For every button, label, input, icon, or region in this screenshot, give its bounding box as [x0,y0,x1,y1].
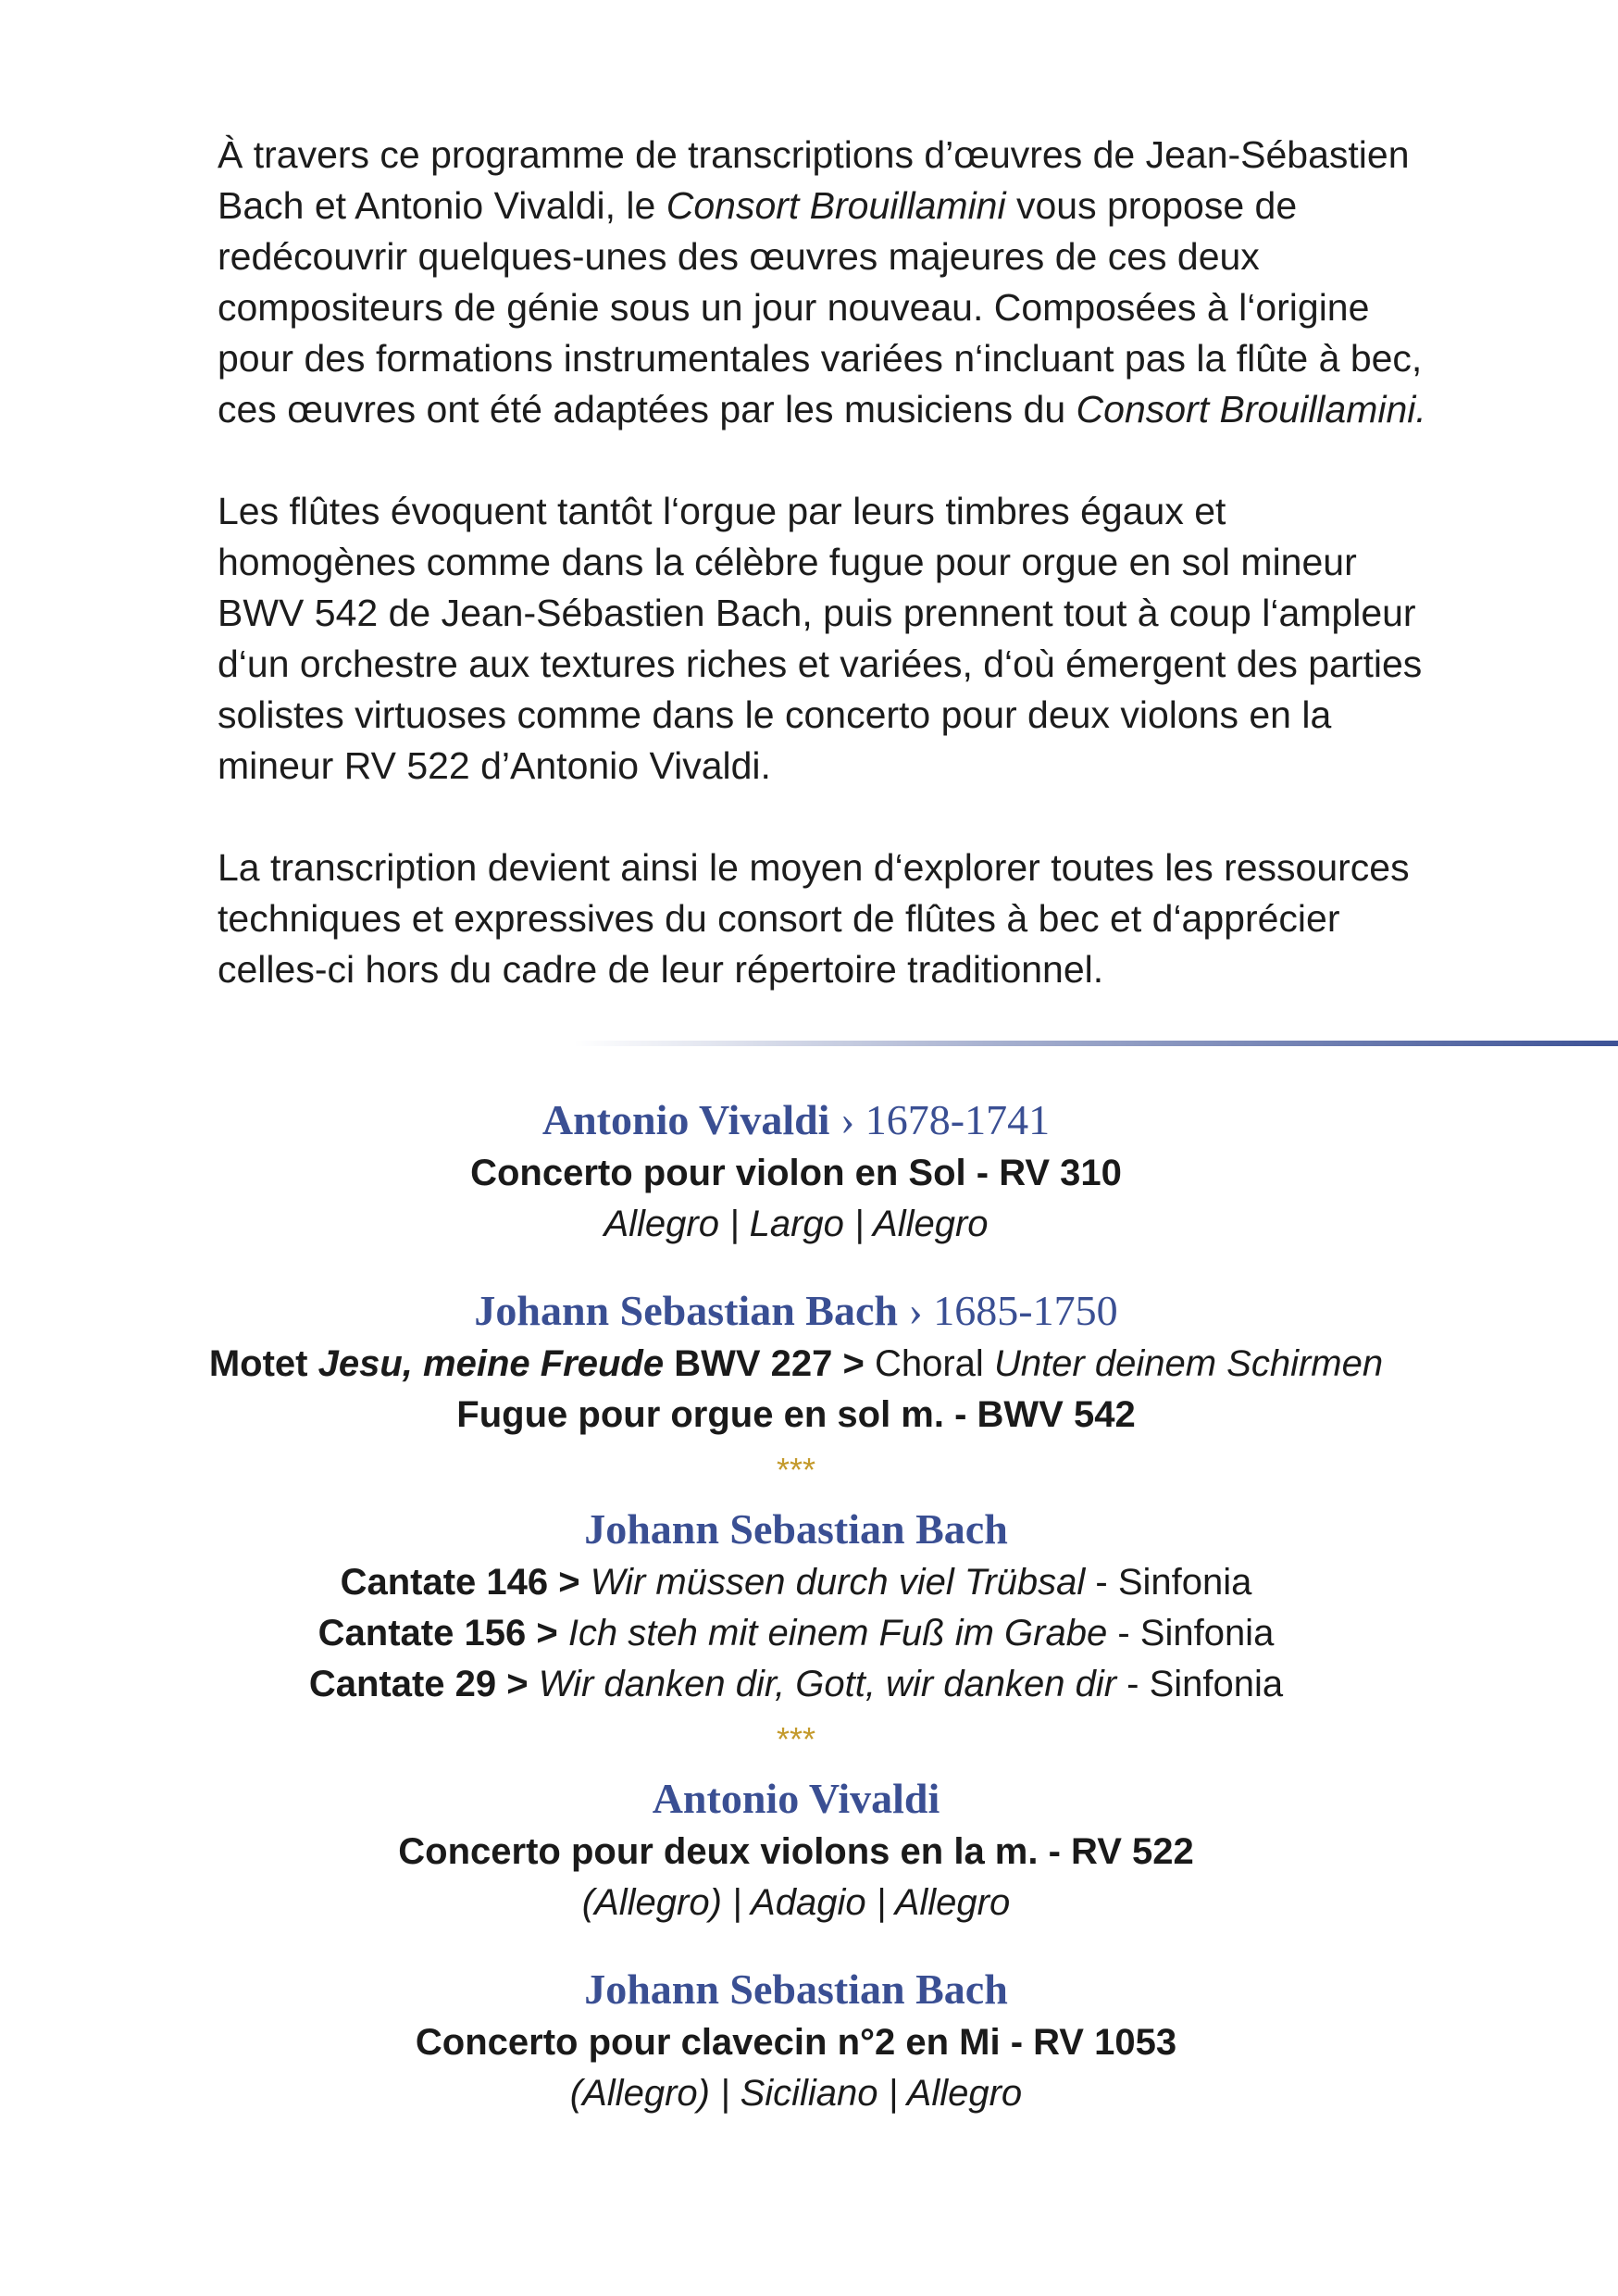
movements: Allegro | Largo | Allegro [604,1204,989,1244]
program-item-vivaldi-rv522 [0,1771,1592,1928]
separator-stars: *** [776,1451,816,1489]
intro-line: BWV 542 de Jean-Sébastien Bach, puis prennent tout à coup l‘ampleur [218,592,1416,634]
intro-text [218,130,1532,1046]
composer-heading [0,1283,1592,1339]
intro-line-text: ces œuvres ont été adaptées par les musiciens du [218,388,1077,430]
intro-line: pour des formations instrumentales variées n‘incluant pas la flûte à bec, [218,337,1423,380]
movements: (Allegro) | Siciliano | Allegro [569,2073,1023,2114]
composer-heading [0,1771,1592,1827]
intro-line-text: vous propose de [1005,184,1298,227]
cantata-suffix: - Sinfonia [1107,1613,1275,1653]
cantata-line [0,1659,1592,1710]
work-title-text: Concerto pour clavecin n°2 en Mi - RV 1053 [415,2022,1177,2063]
cantata-number: Cantate 29 > [308,1664,539,1704]
movements: (Allegro) | Adagio | Allegro [581,1882,1011,1923]
intro-paragraph-1 [218,130,1532,435]
intro-line: d‘un orchestre aux textures riches et variées, d‘où émergent des parties [218,643,1423,685]
intro-paragraph-2 [218,486,1532,792]
work-part: Jesu, meine Freude [317,1343,665,1384]
composer-heading [0,1502,1592,1557]
intro-line: redécouvrir quelques-unes des œuvres majeures de ces deux [218,235,1260,278]
composer-name: Johann Sebastian Bach [584,1505,1008,1553]
ensemble-name: Consort Brouillamini. [1076,388,1426,430]
work-part: Motet [208,1343,318,1384]
ensemble-name: Consort Brouillamini [666,184,1006,227]
cantata-line [0,1557,1592,1608]
cantata-suffix: - Sinfonia [1116,1664,1284,1704]
intro-line-text: Bach et Antonio Vivaldi, le [218,184,666,227]
work-part: BWV 227 > [664,1343,875,1384]
composer-dates: › 1685-1750 [897,1287,1118,1334]
program-list [0,1092,1592,2152]
intro-line: À travers ce programme de transcriptions d’œuvres de Jean-Sébastien [218,133,1410,176]
cantata-number: Cantate 156 > [317,1613,568,1653]
work-title [0,1148,1592,1199]
intro-line: homogènes comme dans la célèbre fugue pour orgue en sol mineur [218,541,1357,583]
section-divider [574,1041,1618,1046]
intro-line: mineur RV 522 d’Antonio Vivaldi. [218,744,771,787]
work-title [0,1827,1592,1878]
cantata-title: Ich steh mit einem Fuß im Grabe [567,1613,1108,1653]
cantata-number: Cantate 146 > [340,1562,591,1603]
intro-line: techniques et expressives du consort de flûtes à bec et d‘apprécier [218,897,1340,940]
work-title [0,1339,1592,1390]
work-part: Choral [874,1343,994,1384]
program-item-bach-bwv1053 [0,1962,1592,2119]
separator-stars: *** [776,1720,816,1758]
intro-line [218,384,1532,435]
intro-line: La transcription devient ainsi le moyen d‘explorer toutes les ressources [218,846,1410,889]
cantata-title: Wir danken dir, Gott, wir danken dir [538,1664,1117,1704]
intro-line: Les flûtes évoquent tantôt l‘orgue par leurs timbres égaux et [218,490,1226,532]
cantata-suffix: - Sinfonia [1085,1562,1252,1603]
intro-line: compositeurs de génie sous un jour nouveau. Composées à l‘origine [218,286,1370,329]
program-item-bach-cantatas [0,1502,1592,1710]
work-title-text: Fugue pour orgue en sol m. - BWV 542 [456,1394,1136,1435]
cantata-title: Wir müssen durch viel Trübsal [590,1562,1086,1603]
program-item-bach-motet-fugue [0,1283,1592,1441]
composer-name: Johann Sebastian Bach [474,1287,898,1334]
composer-heading [0,1092,1592,1148]
composer-heading [0,1962,1592,2017]
work-title [0,1390,1592,1441]
composer-name: Antonio Vivaldi [652,1775,940,1822]
program-item-vivaldi-rv310 [0,1092,1592,1250]
intro-line: celles-ci hors du cadre de leur répertoire traditionnel. [218,948,1104,991]
intro-paragraph-3 [218,842,1532,995]
work-part: Unter deinem Schirmen [993,1343,1384,1384]
work-title-text: Concerto pour deux violons en la m. - RV 522 [398,1831,1194,1872]
composer-name: Antonio Vivaldi [541,1096,830,1143]
intro-line [218,181,1532,231]
composer-name: Johann Sebastian Bach [584,1965,1008,2013]
work-title-text: Concerto pour violon en Sol - RV 310 [470,1153,1122,1193]
work-title [0,2017,1592,2068]
composer-dates: › 1678-1741 [829,1096,1051,1143]
intro-line: solistes virtuoses comme dans le concerto pour deux violons en la [218,693,1332,736]
cantata-line [0,1608,1592,1659]
